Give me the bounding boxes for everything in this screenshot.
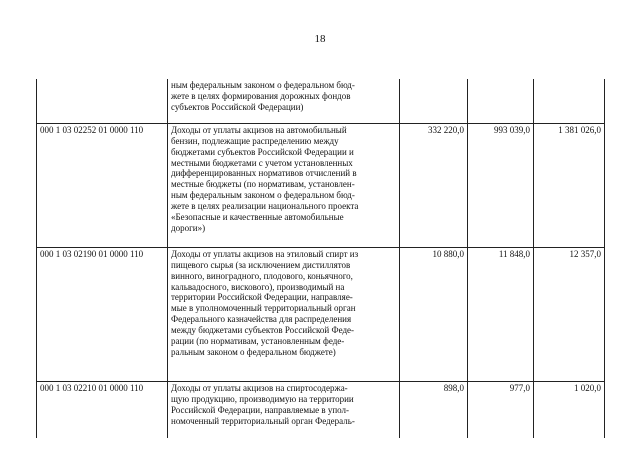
budget-code: 000 1 03 02210 01 0000 110 — [37, 382, 168, 439]
budget-code: 000 1 03 02190 01 0000 110 — [37, 248, 168, 382]
description-line: бюджетами субъектов Российской Федерации и — [171, 146, 354, 157]
description-line: жете в целях реализации национального проекта — [171, 200, 359, 211]
amount-cell — [534, 79, 605, 124]
amount-cell: 993 039,0 — [468, 124, 534, 248]
description-line: Доходы от уплаты акцизов на этиловый спирт из — [171, 249, 359, 259]
description-line: Доходы от уплаты акцизов на автомобильный — [171, 125, 347, 135]
amount-cell: 898,0 — [400, 382, 468, 439]
description-line: субъектов Российской Федерации) — [171, 101, 304, 112]
description-line: Российской Федерации, направляемые в упол- — [171, 404, 350, 415]
revenue-table — [36, 79, 605, 438]
table-row — [37, 79, 605, 124]
description-line: территории Российской Федерации, направляе- — [171, 292, 353, 303]
description-line: щую продукцию, производимую на территории — [171, 393, 354, 404]
revenue-description — [168, 248, 400, 382]
description-line: жете в целях формирования дорожных фондов — [171, 90, 351, 101]
amount-cell: 977,0 — [468, 382, 534, 439]
description-line: ным федеральным законом о федеральном бюд- — [171, 190, 355, 201]
description-line: винного, виноградного, плодового, коньячного, — [171, 270, 353, 281]
amount-cell: 332 220,0 — [400, 124, 468, 248]
description-line: рации (по нормативам, установленным феде- — [171, 335, 345, 346]
amount-cell: 1 020,0 — [534, 382, 605, 439]
description-line: ральным законом о федеральном бюджете) — [171, 346, 336, 357]
description-line: мые в уполномоченный территориальный орган — [171, 303, 356, 314]
amount-cell — [468, 79, 534, 124]
description-line: местными бюджетами с учетом установленных — [171, 157, 353, 168]
description-line: кальвадосного, вискового), производимый на — [171, 281, 345, 292]
description-line: дифференцированных нормативов отчислений в — [171, 168, 357, 179]
description-line: дороги») — [171, 222, 206, 233]
description-line: бензин, подлежащие распределению между — [171, 135, 339, 146]
budget-code — [37, 79, 168, 124]
amount-cell: 11 848,0 — [468, 248, 534, 382]
amount-cell: 12 357,0 — [534, 248, 605, 382]
table-row — [37, 382, 605, 439]
table-row — [37, 248, 605, 382]
revenue-description — [168, 124, 400, 248]
budget-code: 000 1 03 02252 01 0000 110 — [37, 124, 168, 248]
revenue-description — [168, 382, 400, 439]
description-line: «Безопасные и качественные автомобильные — [171, 211, 344, 222]
description-line: местные бюджеты (по нормативам, установлен- — [171, 179, 355, 190]
description-line: пищевого сырья (за исключением дистиллятов — [171, 259, 351, 270]
table-row — [37, 124, 605, 248]
description-line: номоченный территориальный орган Федераль- — [171, 415, 355, 426]
amount-cell — [400, 79, 468, 124]
amount-cell: 10 880,0 — [400, 248, 468, 382]
description-line: Федерального казначейства для распределения — [171, 314, 352, 325]
description-line: между бюджетами субъектов Российской Феде- — [171, 324, 355, 335]
description-line: ным федеральным законом о федеральном бюд- — [171, 80, 355, 90]
amount-cell: 1 381 026,0 — [534, 124, 605, 248]
description-line: Доходы от уплаты акцизов на спиртосодержа- — [171, 383, 348, 393]
revenue-description — [168, 79, 400, 124]
page-number: 18 — [314, 33, 326, 45]
